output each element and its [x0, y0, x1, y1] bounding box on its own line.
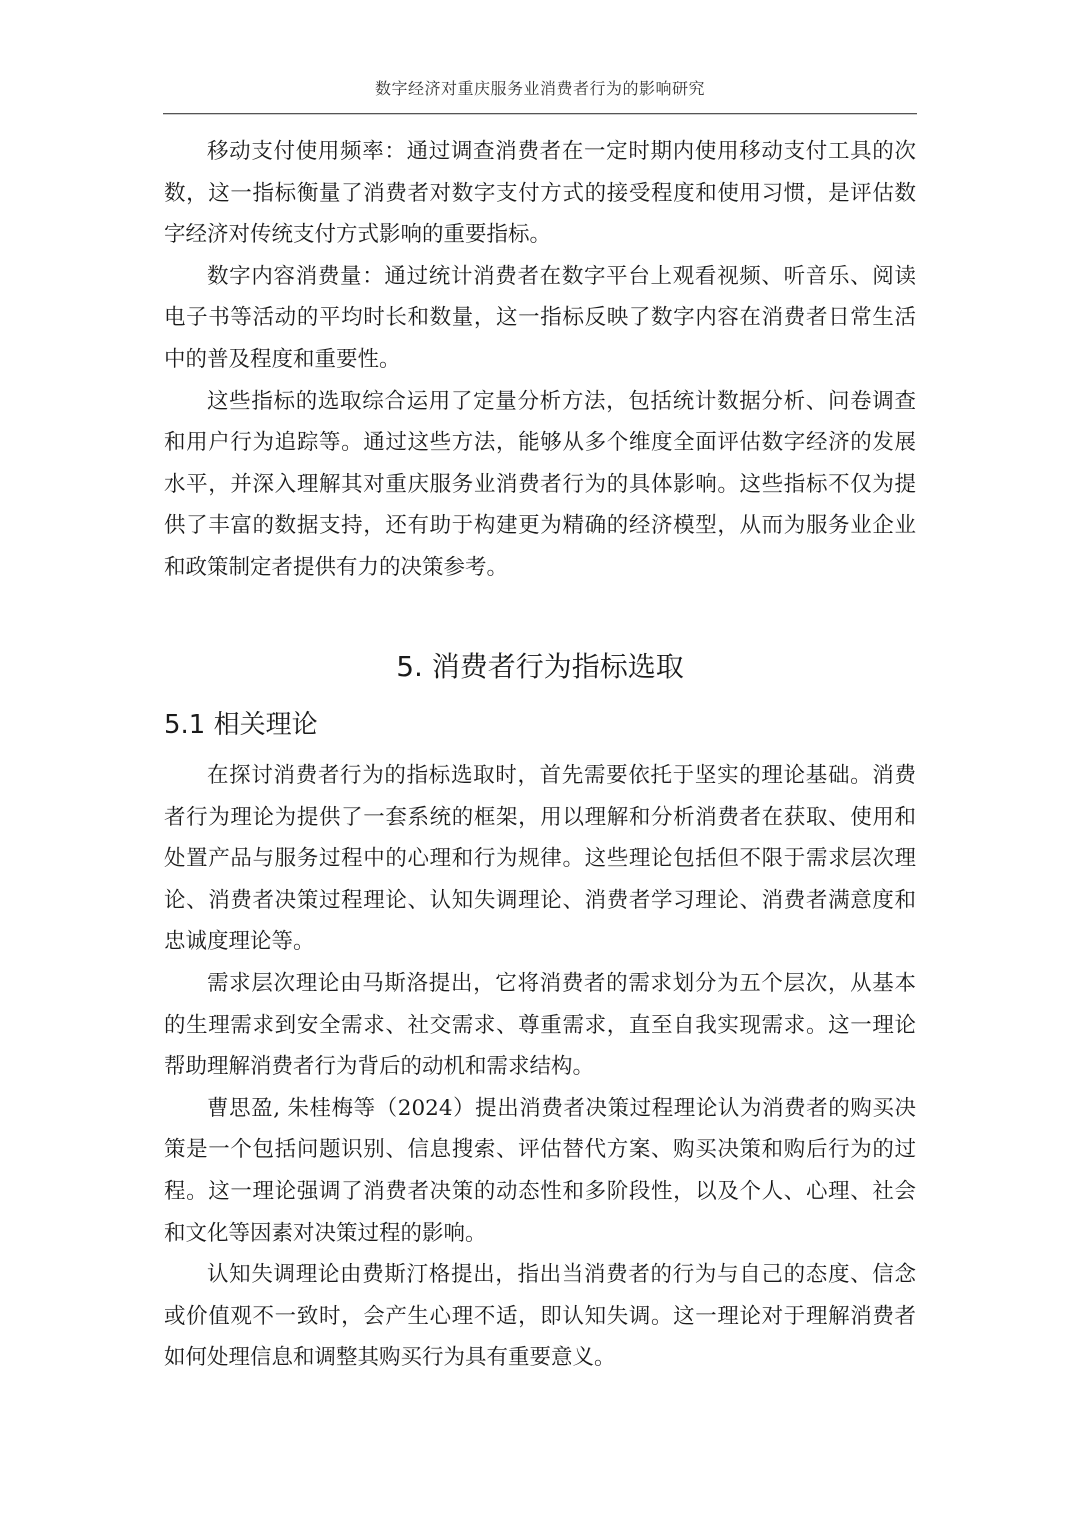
paragraph-theory-intro: 在探讨消费者行为的指标选取时，首先需要依托于坚实的理论基础。消费者行为理论为提供了一套系统的框架，用以理解和分析消费者在获取、使用和处置产品与服务过程中的心理和行为规律。这些理论包括但不限于需求层次理论、消费者决策过程理论、认知失调理论、消费者学习理论、消费者满意度和忠诚度理论等。 — [164, 763, 916, 955]
section-title: 5.1 相关理论 — [164, 710, 318, 740]
chapter-title: 5. 消费者行为指标选取 — [396, 650, 684, 683]
paragraph-digital-content: 数字内容消费量：通过统计消费者在数字平台上观看视频、听音乐、阅读电子书等活动的平均时长和数量，这一指标反映了数字内容在消费者日常生活中的普及程度和重要性。 — [164, 263, 916, 372]
paragraph-decision-process: 曹思盈, 朱桂梅等（2024）提出消费者决策过程理论认为消费者的购买决策是一个包括问题识别、信息搜索、评估替代方案、购买决策和购后行为的过程。这一理论强调了消费者决策的动态性和多阶段性，以及个人、心理、社会和文化等因素对决策过程的影响。 — [164, 1095, 916, 1246]
paragraph-cognitive-dissonance: 认知失调理论由费斯汀格提出，指出当消费者的行为与自己的态度、信念或价值观不一致时，会产生心理不适，即认知失调。这一理论对于理解消费者如何处理信息和调整其购买行为具有重要意义。 — [164, 1262, 916, 1371]
top-body-text — [164, 131, 916, 589]
header-divider — [163, 113, 917, 114]
running-header: 数字经济对重庆服务业消费者行为的影响研究 — [374, 79, 705, 98]
bottom-body-text — [164, 755, 916, 1379]
paragraph-indicator-methods: 这些指标的选取综合运用了定量分析方法，包括统计数据分析、问卷调查和用户行为追踪等。通过这些方法，能够从多个维度全面评估数字经济的发展水平，并深入理解其对重庆服务业消费者行为的具体影响。这些指标不仅为提供了丰富的数据支持，还有助于构建更为精确的经济模型，从而为服务业企业和政策制定者提供有力的决策参考。 — [164, 388, 916, 580]
paragraph-maslow: 需求层次理论由马斯洛提出，它将消费者的需求划分为五个层次，从基本的生理需求到安全需求、社交需求、尊重需求，直至自我实现需求。这一理论帮助理解消费者行为背后的动机和需求结构。 — [164, 970, 916, 1080]
paragraph-mobile-payment: 移动支付使用频率：通过调查消费者在一定时期内使用移动支付工具的次数，这一指标衡量了消费者对数字支付方式的接受程度和使用习惯，是评估数字经济对传统支付方式影响的重要指标。 — [164, 139, 916, 248]
